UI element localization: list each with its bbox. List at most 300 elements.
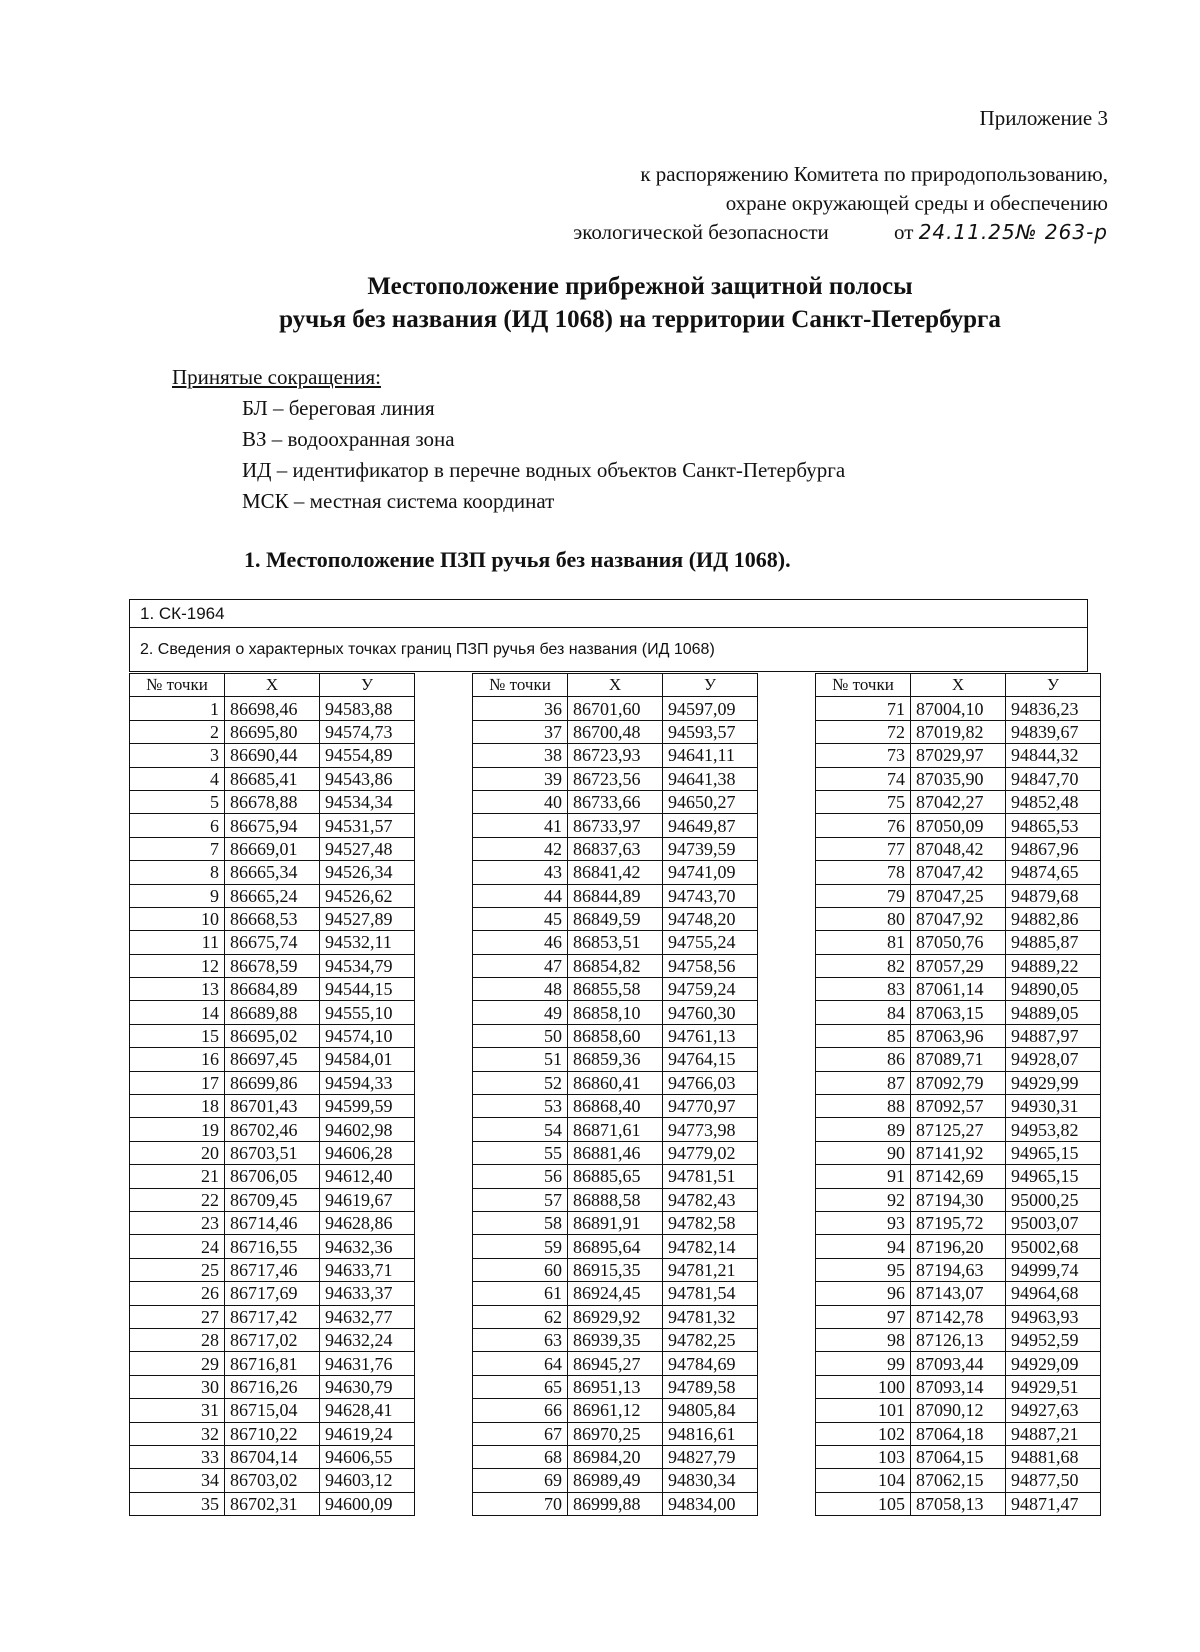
point-y: 94584,01 [320, 1048, 415, 1071]
point-number: 59 [473, 1235, 568, 1258]
point-y: 94532,11 [320, 931, 415, 954]
table-row [473, 1095, 758, 1118]
point-number: 75 [816, 790, 911, 813]
point-y: 94781,51 [663, 1165, 758, 1188]
table-row [816, 1352, 1101, 1375]
point-number: 37 [473, 720, 568, 743]
point-x: 87142,69 [911, 1165, 1006, 1188]
table-row [816, 790, 1101, 813]
point-y: 94764,15 [663, 1048, 758, 1071]
point-x: 86733,66 [568, 790, 663, 813]
point-y: 94527,89 [320, 907, 415, 930]
point-x: 86989,49 [568, 1469, 663, 1492]
point-x: 86678,59 [225, 954, 320, 977]
point-x: 86888,58 [568, 1188, 663, 1211]
point-x: 87196,20 [911, 1235, 1006, 1258]
point-y: 94965,15 [1006, 1165, 1101, 1188]
point-x: 87064,15 [911, 1445, 1006, 1468]
point-y: 94628,86 [320, 1211, 415, 1234]
point-number: 78 [816, 861, 911, 884]
point-x: 86703,02 [225, 1469, 320, 1492]
point-number: 105 [816, 1492, 911, 1515]
table-row [130, 1188, 415, 1211]
table-row [130, 1445, 415, 1468]
point-y: 94649,87 [663, 814, 758, 837]
point-number: 93 [816, 1211, 911, 1234]
point-number: 85 [816, 1024, 911, 1047]
table-row [473, 861, 758, 884]
table-row [816, 837, 1101, 860]
point-x: 86716,26 [225, 1375, 320, 1398]
point-y: 94882,86 [1006, 907, 1101, 930]
point-y: 94874,65 [1006, 861, 1101, 884]
point-x: 86709,45 [225, 1188, 320, 1211]
point-y: 94953,82 [1006, 1118, 1101, 1141]
point-y: 94847,70 [1006, 767, 1101, 790]
table-row [816, 1141, 1101, 1164]
table-row [816, 1095, 1101, 1118]
point-y: 94773,98 [663, 1118, 758, 1141]
point-x: 86717,69 [225, 1282, 320, 1305]
point-y: 94929,51 [1006, 1375, 1101, 1398]
point-x: 86690,44 [225, 744, 320, 767]
point-number: 44 [473, 884, 568, 907]
point-x: 86881,46 [568, 1141, 663, 1164]
point-x: 87194,30 [911, 1188, 1006, 1211]
points-table-3 [815, 673, 1101, 1516]
point-x: 87047,42 [911, 861, 1006, 884]
point-y: 94889,05 [1006, 1001, 1101, 1024]
point-y: 94583,88 [320, 697, 415, 720]
point-y: 94766,03 [663, 1071, 758, 1094]
title-line-2: ручья без названия (ИД 1068) на территории Санкт-Петербурга [279, 306, 1001, 333]
point-x: 87142,78 [911, 1305, 1006, 1328]
point-y: 94606,28 [320, 1141, 415, 1164]
point-y: 94779,02 [663, 1141, 758, 1164]
point-number: 82 [816, 954, 911, 977]
point-y: 94632,24 [320, 1328, 415, 1351]
point-number: 92 [816, 1188, 911, 1211]
point-x: 86702,31 [225, 1492, 320, 1515]
table-row [130, 861, 415, 884]
point-x: 87062,15 [911, 1469, 1006, 1492]
point-number: 35 [130, 1492, 225, 1515]
point-x: 86929,92 [568, 1305, 663, 1328]
point-number: 50 [473, 1024, 568, 1047]
point-x: 87047,25 [911, 884, 1006, 907]
point-x: 86685,41 [225, 767, 320, 790]
point-number: 22 [130, 1188, 225, 1211]
addressee-date-row [408, 218, 1108, 247]
point-y: 94534,34 [320, 790, 415, 813]
point-x: 87048,42 [911, 837, 1006, 860]
table-row [130, 1071, 415, 1094]
table-row [130, 1235, 415, 1258]
point-number: 89 [816, 1118, 911, 1141]
point-x: 86924,45 [568, 1282, 663, 1305]
point-number: 36 [473, 697, 568, 720]
point-number: 21 [130, 1165, 225, 1188]
point-number: 63 [473, 1328, 568, 1351]
point-x: 87050,76 [911, 931, 1006, 954]
point-x: 87042,27 [911, 790, 1006, 813]
table-row [473, 1445, 758, 1468]
point-y: 94602,98 [320, 1118, 415, 1141]
point-x: 86895,64 [568, 1235, 663, 1258]
point-y: 94784,69 [663, 1352, 758, 1375]
point-x: 86723,56 [568, 767, 663, 790]
point-number: 97 [816, 1305, 911, 1328]
table-row [473, 907, 758, 930]
point-number: 7 [130, 837, 225, 860]
point-number: 96 [816, 1282, 911, 1305]
point-x: 86855,58 [568, 978, 663, 1001]
point-y: 94526,62 [320, 884, 415, 907]
point-x: 86945,27 [568, 1352, 663, 1375]
appendix-label: Приложение 3 [979, 106, 1108, 130]
point-number: 14 [130, 1001, 225, 1024]
point-number: 52 [473, 1071, 568, 1094]
point-x: 86699,86 [225, 1071, 320, 1094]
point-x: 86698,46 [225, 697, 320, 720]
table-row [473, 1165, 758, 1188]
point-x: 87089,71 [911, 1048, 1006, 1071]
point-y: 94761,13 [663, 1024, 758, 1047]
table-row [130, 767, 415, 790]
table-row [130, 1375, 415, 1398]
table-row [473, 1399, 758, 1422]
document-title [0, 270, 1200, 336]
point-x: 86697,45 [225, 1048, 320, 1071]
point-number: 57 [473, 1188, 568, 1211]
point-y: 94534,79 [320, 954, 415, 977]
table-row [473, 1492, 758, 1515]
table-row [473, 1282, 758, 1305]
table-row [816, 1024, 1101, 1047]
abbreviation-item: ВЗ – водоохранная зона [242, 427, 455, 451]
column-header-x: X [911, 674, 1006, 697]
table-row [130, 907, 415, 930]
table-row [473, 790, 758, 813]
point-y: 94526,34 [320, 861, 415, 884]
date-prefix: от [894, 220, 914, 244]
point-y: 94782,25 [663, 1328, 758, 1351]
table-row [130, 1141, 415, 1164]
table-row [130, 931, 415, 954]
point-x: 86939,35 [568, 1328, 663, 1351]
table-row [130, 1211, 415, 1234]
point-y: 94633,37 [320, 1282, 415, 1305]
table-row [816, 1469, 1101, 1492]
point-x: 86703,51 [225, 1141, 320, 1164]
table-row [130, 720, 415, 743]
point-x: 86669,01 [225, 837, 320, 860]
point-x: 86723,93 [568, 744, 663, 767]
point-x: 87058,13 [911, 1492, 1006, 1515]
table-row [130, 1258, 415, 1281]
table-row [130, 1165, 415, 1188]
table-row [473, 1211, 758, 1234]
point-number: 40 [473, 790, 568, 813]
column-header-num: № точки [473, 674, 568, 697]
point-y: 94544,15 [320, 978, 415, 1001]
point-x: 86715,04 [225, 1399, 320, 1422]
point-x: 87057,29 [911, 954, 1006, 977]
point-number: 72 [816, 720, 911, 743]
point-y: 94871,47 [1006, 1492, 1101, 1515]
table-row [473, 744, 758, 767]
point-number: 34 [130, 1469, 225, 1492]
point-y: 94881,68 [1006, 1445, 1101, 1468]
point-y: 94964,68 [1006, 1282, 1101, 1305]
point-number: 55 [473, 1141, 568, 1164]
column-header-num: № точки [816, 674, 911, 697]
point-number: 102 [816, 1422, 911, 1445]
point-number: 3 [130, 744, 225, 767]
point-y: 94928,07 [1006, 1048, 1101, 1071]
point-number: 79 [816, 884, 911, 907]
point-number: 99 [816, 1352, 911, 1375]
point-y: 94887,21 [1006, 1422, 1101, 1445]
point-y: 94739,59 [663, 837, 758, 860]
point-y: 95000,25 [1006, 1188, 1101, 1211]
point-number: 41 [473, 814, 568, 837]
handwritten-date-number: 24.11.25№ 263-р [918, 220, 1108, 244]
table-row [473, 837, 758, 860]
table-row [816, 884, 1101, 907]
point-x: 87029,97 [911, 744, 1006, 767]
point-x: 86858,60 [568, 1024, 663, 1047]
point-y: 94789,58 [663, 1375, 758, 1398]
point-number: 98 [816, 1328, 911, 1351]
point-y: 94865,53 [1006, 814, 1101, 837]
point-number: 48 [473, 978, 568, 1001]
point-x: 86841,42 [568, 861, 663, 884]
table-row [473, 884, 758, 907]
points-table-2 [472, 673, 758, 1516]
table-row [130, 1352, 415, 1375]
point-number: 42 [473, 837, 568, 860]
point-number: 9 [130, 884, 225, 907]
table-row [130, 1001, 415, 1024]
point-y: 94929,09 [1006, 1352, 1101, 1375]
table-row [130, 1024, 415, 1047]
table-row [130, 697, 415, 720]
point-x: 86837,63 [568, 837, 663, 860]
table-row [473, 1469, 758, 1492]
point-x: 86999,88 [568, 1492, 663, 1515]
table-row [816, 1282, 1101, 1305]
point-number: 43 [473, 861, 568, 884]
point-number: 30 [130, 1375, 225, 1398]
point-y: 94877,50 [1006, 1469, 1101, 1492]
point-y: 94606,55 [320, 1445, 415, 1468]
table-row [816, 1258, 1101, 1281]
point-y: 94574,73 [320, 720, 415, 743]
point-y: 94632,77 [320, 1305, 415, 1328]
table-row [816, 1445, 1101, 1468]
point-number: 31 [130, 1399, 225, 1422]
table-row [816, 744, 1101, 767]
point-y: 94965,15 [1006, 1141, 1101, 1164]
point-number: 67 [473, 1422, 568, 1445]
point-number: 39 [473, 767, 568, 790]
table-frame [129, 599, 1088, 672]
point-number: 65 [473, 1375, 568, 1398]
point-x: 87194,63 [911, 1258, 1006, 1281]
table-row [473, 1048, 758, 1071]
point-y: 94782,14 [663, 1235, 758, 1258]
addressee-line: экологической безопасности [573, 220, 829, 244]
point-y: 94555,10 [320, 1001, 415, 1024]
table-row [130, 978, 415, 1001]
point-y: 94597,09 [663, 697, 758, 720]
table-row [816, 1048, 1101, 1071]
table-row [473, 1118, 758, 1141]
point-x: 87141,92 [911, 1141, 1006, 1164]
point-number: 2 [130, 720, 225, 743]
point-y: 94839,67 [1006, 720, 1101, 743]
point-x: 87063,15 [911, 1001, 1006, 1024]
point-x: 86701,60 [568, 697, 663, 720]
point-number: 53 [473, 1095, 568, 1118]
table-row [130, 814, 415, 837]
table-row [130, 1492, 415, 1515]
point-y: 94619,67 [320, 1188, 415, 1211]
table-row [816, 1188, 1101, 1211]
point-number: 94 [816, 1235, 911, 1258]
table-row [473, 931, 758, 954]
point-y: 94805,84 [663, 1399, 758, 1422]
table-row [130, 1469, 415, 1492]
point-number: 27 [130, 1305, 225, 1328]
point-y: 94748,20 [663, 907, 758, 930]
point-x: 87004,10 [911, 697, 1006, 720]
table-row [473, 1141, 758, 1164]
abbreviations-heading: Принятые сокращения: [172, 365, 381, 389]
point-y: 95002,68 [1006, 1235, 1101, 1258]
point-x: 87047,92 [911, 907, 1006, 930]
point-number: 64 [473, 1352, 568, 1375]
point-number: 19 [130, 1118, 225, 1141]
point-number: 76 [816, 814, 911, 837]
point-number: 4 [130, 767, 225, 790]
point-y: 94633,71 [320, 1258, 415, 1281]
table-row [473, 1375, 758, 1398]
table-row [473, 720, 758, 743]
point-y: 94929,99 [1006, 1071, 1101, 1094]
point-x: 87050,09 [911, 814, 1006, 837]
table-row [130, 884, 415, 907]
point-number: 74 [816, 767, 911, 790]
point-number: 5 [130, 790, 225, 813]
point-number: 86 [816, 1048, 911, 1071]
point-x: 86668,53 [225, 907, 320, 930]
point-x: 86854,82 [568, 954, 663, 977]
table-row [130, 744, 415, 767]
point-y: 94834,00 [663, 1492, 758, 1515]
point-y: 94599,59 [320, 1095, 415, 1118]
point-x: 87061,14 [911, 978, 1006, 1001]
table-description-row: 2. Сведения о характерных точках границ ПЗП ручья без названия (ИД 1068) [140, 641, 715, 658]
point-number: 38 [473, 744, 568, 767]
point-x: 86885,65 [568, 1165, 663, 1188]
point-number: 70 [473, 1492, 568, 1515]
point-y: 94827,79 [663, 1445, 758, 1468]
point-number: 66 [473, 1399, 568, 1422]
point-x: 86716,55 [225, 1235, 320, 1258]
point-y: 94600,09 [320, 1492, 415, 1515]
point-y: 94830,34 [663, 1469, 758, 1492]
point-number: 16 [130, 1048, 225, 1071]
table-row [816, 907, 1101, 930]
point-number: 8 [130, 861, 225, 884]
point-x: 86717,46 [225, 1258, 320, 1281]
point-y: 94927,63 [1006, 1399, 1101, 1422]
point-x: 87092,79 [911, 1071, 1006, 1094]
point-number: 49 [473, 1001, 568, 1024]
point-x: 86689,88 [225, 1001, 320, 1024]
point-y: 94852,48 [1006, 790, 1101, 813]
point-number: 101 [816, 1399, 911, 1422]
point-x: 86717,42 [225, 1305, 320, 1328]
point-number: 12 [130, 954, 225, 977]
point-x: 87093,14 [911, 1375, 1006, 1398]
point-y: 94999,74 [1006, 1258, 1101, 1281]
point-number: 15 [130, 1024, 225, 1047]
point-number: 91 [816, 1165, 911, 1188]
table-row [816, 720, 1101, 743]
point-y: 94593,57 [663, 720, 758, 743]
point-y: 94630,79 [320, 1375, 415, 1398]
table-row [816, 1165, 1101, 1188]
point-number: 100 [816, 1375, 911, 1398]
point-x: 86984,20 [568, 1445, 663, 1468]
column-header-y: У [320, 674, 415, 697]
abbreviation-item: МСК – местная система координат [242, 489, 555, 513]
point-y: 94952,59 [1006, 1328, 1101, 1351]
point-y: 94782,58 [663, 1211, 758, 1234]
point-number: 84 [816, 1001, 911, 1024]
point-y: 94879,68 [1006, 884, 1101, 907]
point-y: 94743,70 [663, 884, 758, 907]
point-y: 94574,10 [320, 1024, 415, 1047]
point-number: 32 [130, 1422, 225, 1445]
table-row [130, 1048, 415, 1071]
point-number: 10 [130, 907, 225, 930]
point-number: 71 [816, 697, 911, 720]
point-x: 86860,41 [568, 1071, 663, 1094]
point-y: 94781,54 [663, 1282, 758, 1305]
point-y: 94781,32 [663, 1305, 758, 1328]
point-x: 86961,12 [568, 1399, 663, 1422]
table-row [130, 1118, 415, 1141]
point-x: 86853,51 [568, 931, 663, 954]
point-x: 86858,10 [568, 1001, 663, 1024]
table-row [816, 861, 1101, 884]
point-x: 86859,36 [568, 1048, 663, 1071]
point-x: 87092,57 [911, 1095, 1006, 1118]
coordinate-system-row: 1. СК-1964 [130, 600, 1087, 628]
point-x: 86675,74 [225, 931, 320, 954]
point-x: 86684,89 [225, 978, 320, 1001]
point-x: 86717,02 [225, 1328, 320, 1351]
point-number: 58 [473, 1211, 568, 1234]
table-row [130, 790, 415, 813]
point-x: 87064,18 [911, 1422, 1006, 1445]
point-number: 20 [130, 1141, 225, 1164]
point-y: 94963,93 [1006, 1305, 1101, 1328]
